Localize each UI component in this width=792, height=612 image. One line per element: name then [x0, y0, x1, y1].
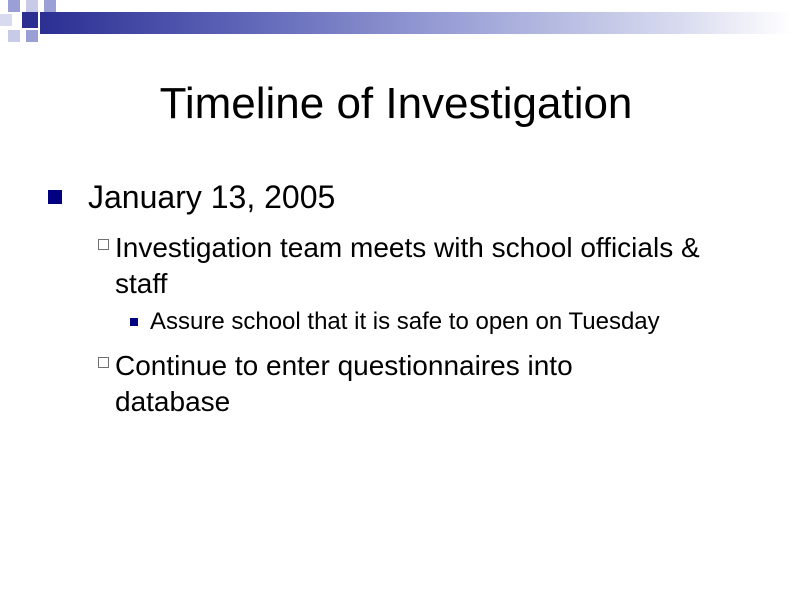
hollow-square-bullet-icon: [98, 357, 109, 368]
slide-title: Timeline of Investigation: [159, 79, 633, 128]
hollow-square-bullet-icon: [98, 239, 109, 250]
deco-square: [44, 0, 56, 12]
bullet-text: Investigation team meets with school officials & staff: [115, 232, 700, 299]
deco-square: [0, 14, 12, 26]
square-bullet-icon: [48, 190, 62, 204]
bullet-level-2: [98, 348, 635, 420]
bullet-text: January 13, 2005: [88, 179, 336, 215]
header-decoration: [0, 0, 792, 60]
header-gradient-bar: [40, 12, 792, 34]
deco-square: [22, 12, 38, 28]
square-bullet-icon: [130, 318, 138, 326]
bullet-text: Assure school that it is safe to open on Tuesday: [150, 308, 660, 335]
deco-square: [8, 0, 20, 12]
deco-square: [26, 0, 38, 12]
bullet-level-2: [98, 230, 755, 302]
bullet-text: Continue to enter questionnaires into database: [115, 350, 573, 417]
deco-square: [8, 30, 20, 42]
bullet-level-3: [130, 308, 660, 336]
deco-square: [26, 30, 38, 42]
bullet-level-1: [48, 180, 335, 214]
